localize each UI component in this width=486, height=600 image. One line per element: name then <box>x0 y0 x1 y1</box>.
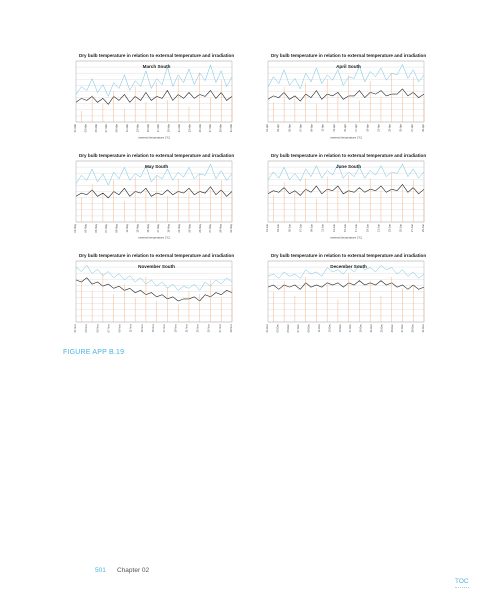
x-tick-label: 27-May <box>209 224 213 233</box>
x-tick-label: 07-Nov <box>107 324 111 333</box>
x-tick-label: 23-May <box>188 224 192 233</box>
chart-subtitle-text: December South <box>330 264 367 270</box>
chart-panel-november <box>64 248 244 340</box>
x-tick-label: 15-Mar <box>146 124 150 133</box>
x-tick-label: 17-May <box>157 224 161 233</box>
x-tick-label: 23-Dec <box>380 324 384 333</box>
chart-panel-may <box>64 148 244 240</box>
x-tick-label: 15-May <box>146 224 150 233</box>
dry-bulb-line <box>268 185 424 196</box>
chart-title <box>64 48 244 75</box>
footer-page-number: 501 <box>95 567 106 574</box>
x-tick-label: 23-Mar <box>188 123 192 133</box>
x-tick-label: 07-Apr <box>299 124 303 132</box>
x-tick-label: 21-Nov <box>185 324 189 333</box>
x-tick-label: 27-Jun <box>410 224 414 232</box>
chart-title <box>256 248 436 275</box>
x-tick-label: 25-Apr <box>399 124 403 132</box>
x-tick-label: 13-Mar <box>136 124 140 133</box>
chart-subtitle-text: November South <box>138 264 175 270</box>
dry-bulb-line <box>268 281 424 290</box>
x-tick-label: 13-Jun <box>332 224 336 232</box>
chart-title-text: Dry bulb temperature in relation to external temperature and irradiation <box>78 153 235 159</box>
x-tick-label: 29-Mar <box>219 124 223 133</box>
chart-subtitle-text: April South <box>336 64 361 70</box>
x-tick-label: 05-Apr <box>288 124 292 132</box>
x-tick-label: 03-Mar <box>84 124 88 133</box>
chart-title-text: Dry bulb temperature in relation to external temperature and irradiation <box>270 253 427 259</box>
x-tick-label: 05-Nov <box>96 324 100 333</box>
x-tick-label: 29-Jun <box>422 224 425 232</box>
x-tick-label: 05-May <box>94 224 98 233</box>
chart-title-text: Dry bulb temperature in relation to external temperature and irradiation <box>270 53 427 59</box>
x-tick-label: 25-Dec <box>390 324 394 333</box>
x-tick-label: 27-Nov <box>218 324 222 333</box>
x-tick-label: 21-Jun <box>377 224 381 232</box>
x-tick-label: 01-May <box>74 224 77 233</box>
figure-caption: FIGURE APP B.19 <box>63 349 125 356</box>
x-tick-label: 15-Nov <box>152 324 155 333</box>
x-tick-label: 19-Mar <box>167 124 171 133</box>
x-tick-label: 13-Nov <box>140 324 144 333</box>
x-tick-label: 03-Nov <box>85 324 89 333</box>
x-tick-label: 19-May <box>167 224 171 233</box>
x-tick-label: 25-May <box>198 224 202 233</box>
x-tick-label: 21-Apr <box>377 124 381 132</box>
x-tick-label: 19-Nov <box>174 324 178 333</box>
x-tick-label: 07-Mar <box>105 124 109 133</box>
x-tick-label: 13-May <box>136 224 140 233</box>
x-tick-label: 11-Nov <box>129 324 133 333</box>
x-tick-label: 01-Mar <box>74 124 77 133</box>
x-axis-label: external temperature [°C] <box>330 135 362 140</box>
x-tick-label: 17-Nov <box>163 324 167 333</box>
x-tick-label: 27-Mar <box>209 124 213 133</box>
x-tick-label: 07-Dec <box>297 324 301 333</box>
x-tick-label: 11-Jun <box>321 224 325 232</box>
x-tick-label: 09-Dec <box>307 324 311 333</box>
x-tick-label: 13-Dec <box>328 324 332 333</box>
chart-title-text: Dry bulb temperature in relation to external temperature and irradiation <box>78 253 235 259</box>
x-tick-label: 17-Jun <box>355 224 359 232</box>
toc-underline <box>455 587 469 590</box>
x-tick-label: 07-May <box>105 224 109 233</box>
x-tick-label: 23-Apr <box>388 124 392 132</box>
dry-bulb-line <box>268 89 424 101</box>
x-tick-label: 11-Mar <box>126 124 129 133</box>
x-tick-label: 21-May <box>178 224 181 233</box>
x-tick-label: 01-Dec <box>266 324 269 333</box>
x-tick-label: 05-Mar <box>94 124 98 133</box>
x-tick-label: 09-Apr <box>310 124 314 132</box>
x-tick-label: 01-Jun <box>266 224 269 232</box>
x-tick-label: 25-Jun <box>399 224 403 232</box>
x-tick-label: 01-Apr <box>266 124 269 132</box>
x-tick-label: 03-May <box>84 224 88 233</box>
x-tick-label: 23-Nov <box>196 324 200 333</box>
x-tick-label: 09-Mar <box>115 124 119 133</box>
footer-chapter: Chapter 02 <box>117 567 150 574</box>
toc-link[interactable]: TOC <box>455 578 469 585</box>
x-tick-label: 03-Jun <box>277 224 281 232</box>
x-tick-label: 17-Dec <box>349 324 353 333</box>
chart-panel-march <box>64 48 244 140</box>
chart-title <box>64 248 244 275</box>
x-tick-label: 17-Apr <box>355 124 359 132</box>
x-tick-label: 11-May <box>126 224 129 233</box>
x-tick-label: 05-Jun <box>288 224 292 232</box>
x-tick-label: 11-Apr <box>321 124 325 132</box>
x-tick-label: 27-Apr <box>410 124 414 132</box>
chart-subtitle-text: May South <box>144 164 169 170</box>
x-tick-label: 01-Nov <box>74 324 77 333</box>
x-tick-label: 29-Dec <box>411 324 415 333</box>
chart-panel-april <box>256 48 436 140</box>
chart-subtitle-text: June South <box>336 164 362 170</box>
x-axis-label: external temperature [°C] <box>138 135 170 140</box>
chart-title <box>256 148 436 175</box>
x-tick-label: 19-Jun <box>366 224 370 232</box>
chart-panel-december <box>256 248 436 340</box>
x-tick-label: 03-Apr <box>277 124 281 132</box>
x-tick-label: 09-Jun <box>310 224 314 232</box>
chart-subtitle-text: March South <box>142 64 171 70</box>
x-tick-label: 15-Dec <box>338 324 342 333</box>
x-tick-label: 09-Nov <box>118 324 122 333</box>
x-tick-label: 09-May <box>115 224 119 233</box>
x-axis-label: external temperature [°C] <box>330 235 362 240</box>
x-tick-label: 03-Dec <box>276 324 280 333</box>
x-tick-label: 17-Mar <box>157 124 161 133</box>
chart-title-text: Dry bulb temperature in relation to external temperature and irradiation <box>78 53 235 59</box>
x-tick-label: 13-Apr <box>332 124 336 132</box>
x-tick-label: 29-May <box>219 224 223 233</box>
x-tick-label: 27-Dec <box>401 324 405 333</box>
chart-title <box>256 48 436 75</box>
x-tick-label: 15-Jun <box>344 224 347 232</box>
x-tick-label: 31-Mar <box>230 124 233 133</box>
x-tick-label: 23-Jun <box>388 224 392 232</box>
x-tick-label: 29-Apr <box>422 124 425 132</box>
x-tick-label: 31-Dec <box>422 324 425 333</box>
chart-title <box>64 148 244 175</box>
x-tick-label: 25-Nov <box>207 324 211 333</box>
chart-title-text: Dry bulb temperature in relation to external temperature and irradiation <box>270 153 427 159</box>
chart-panel-june <box>256 148 436 240</box>
x-tick-label: 25-Mar <box>198 124 202 133</box>
x-tick-label: 19-Apr <box>366 124 370 132</box>
x-tick-label: 15-Apr <box>344 124 347 132</box>
x-tick-label: 05-Dec <box>286 324 290 333</box>
x-tick-label: 31-May <box>230 224 233 233</box>
x-axis-label: external temperature [°C] <box>138 235 170 240</box>
x-tick-label: 07-Jun <box>299 224 303 232</box>
x-tick-label: 11-Dec <box>318 324 321 333</box>
x-tick-label: 21-Dec <box>370 324 373 333</box>
x-tick-label: 21-Mar <box>178 124 181 133</box>
dry-bulb-line <box>76 187 232 198</box>
x-tick-label: 19-Dec <box>359 324 363 333</box>
x-tick-label: 29-Nov <box>230 324 233 333</box>
